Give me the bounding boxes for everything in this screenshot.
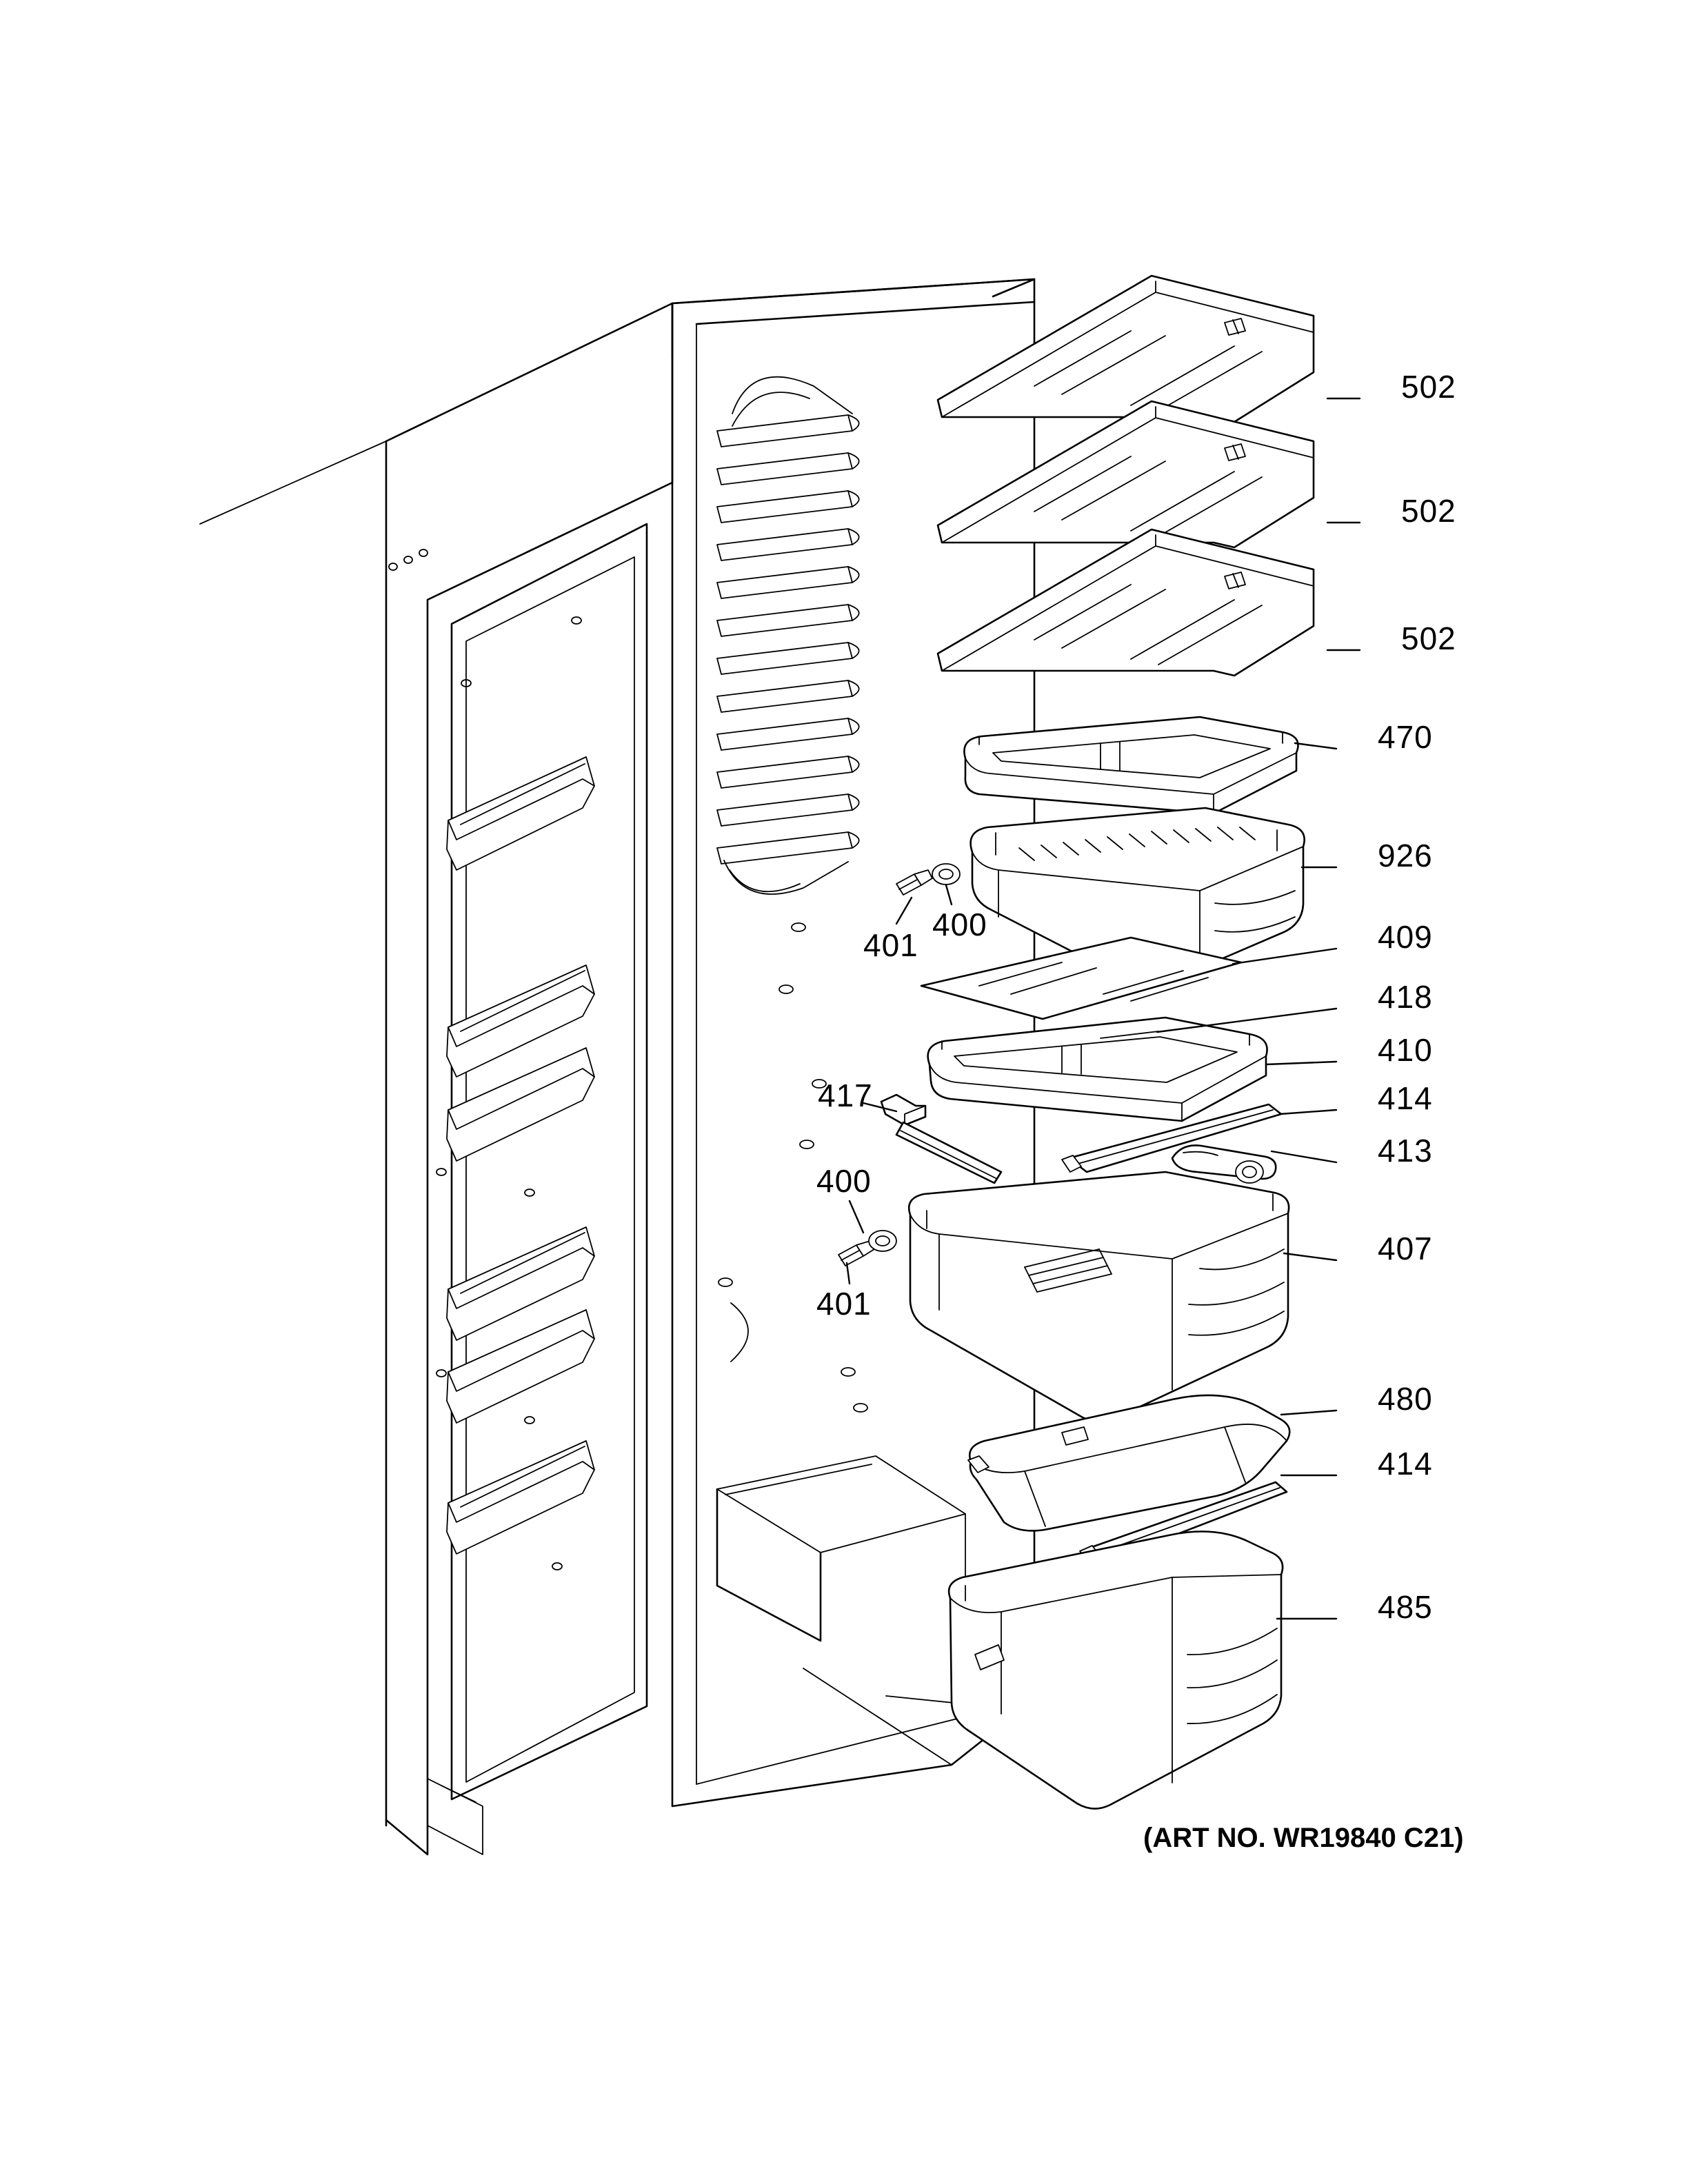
callout-417: 417 [818, 1078, 873, 1113]
callout-401-upper: 401 [863, 927, 918, 963]
part-400-401-fastener-upper [896, 864, 960, 895]
cabinet-outline [200, 279, 1034, 1854]
door-shelf-bins [447, 757, 594, 1554]
part-485-lower-drawer [949, 1532, 1283, 1809]
part-480-drawer-cover [968, 1395, 1289, 1531]
callout-407: 407 [1378, 1231, 1433, 1266]
glass-shelf-502-middle [938, 401, 1314, 547]
callout-418: 418 [1378, 979, 1433, 1015]
part-417-slide-rail [881, 1095, 1001, 1183]
callout-502-middle: 502 [1401, 493, 1456, 529]
callout-502-top: 502 [1401, 369, 1456, 405]
glass-shelf-502-lower [938, 529, 1314, 676]
part-407-crisper-drawer [909, 1172, 1289, 1422]
callout-480: 480 [1378, 1381, 1433, 1417]
liner-ribs [717, 377, 859, 894]
part-418-410-cover-frame [928, 1018, 1267, 1121]
callout-410: 410 [1378, 1032, 1433, 1068]
callout-502-lower: 502 [1401, 620, 1456, 656]
callout-400-upper: 400 [932, 907, 987, 942]
part-470-pan-frame [964, 717, 1298, 813]
callout-400-lower: 400 [816, 1163, 872, 1199]
callout-414-lower: 414 [1378, 1446, 1433, 1482]
part-400-401-fastener-lower [838, 1231, 896, 1266]
callout-414-upper: 414 [1378, 1080, 1433, 1116]
callout-401-lower: 401 [816, 1286, 872, 1322]
glass-shelf-502-top [938, 276, 1314, 422]
callout-926: 926 [1378, 838, 1433, 873]
callout-470: 470 [1378, 719, 1433, 755]
art-number-note: (ART NO. WR19840 C21) [1143, 1823, 1464, 1853]
callout-413: 413 [1378, 1133, 1433, 1169]
callout-409: 409 [1378, 919, 1433, 955]
callout-485: 485 [1378, 1589, 1433, 1625]
